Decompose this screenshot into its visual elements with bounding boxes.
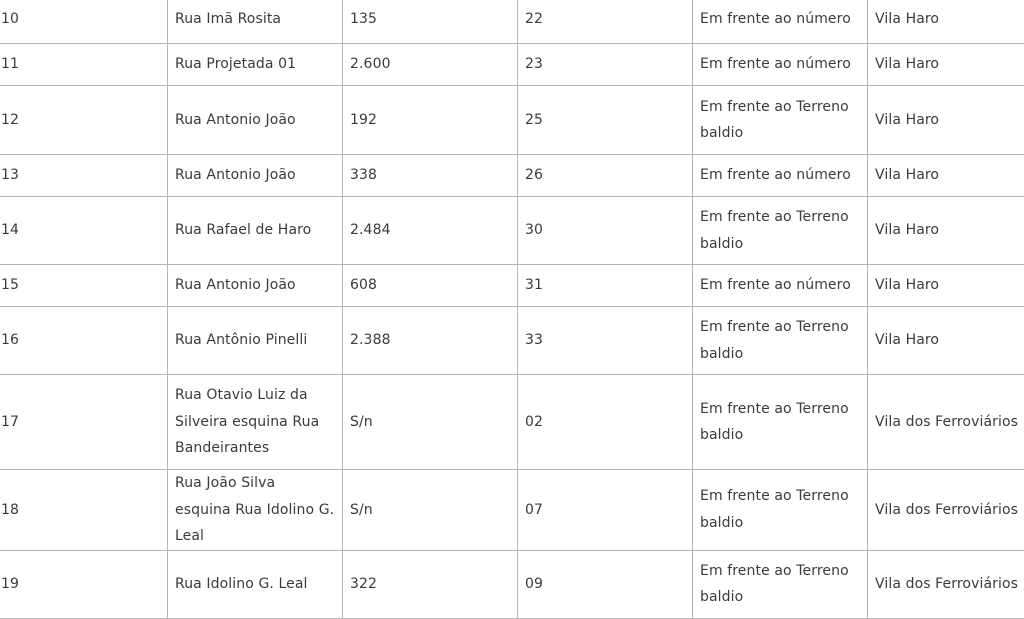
- point-cell: 31: [518, 265, 693, 307]
- row-index-cell: 14: [0, 197, 168, 265]
- location-cell: Em frente ao Terreno baldio: [693, 307, 868, 375]
- number-cell: 135: [343, 0, 518, 44]
- number-cell: 608: [343, 265, 518, 307]
- street-cell: Rua Antonio João: [168, 155, 343, 197]
- row-index-cell: 15: [0, 265, 168, 307]
- street-cell: Rua Otavio Luiz da Silveira esquina Rua Bandeirantes: [168, 375, 343, 470]
- point-cell: 23: [518, 44, 693, 86]
- number-cell: 192: [343, 86, 518, 155]
- row-index-cell: 19: [0, 550, 168, 618]
- location-cell: Em frente ao número: [693, 0, 868, 44]
- district-cell: Vila Haro: [868, 0, 1024, 44]
- number-cell: 2.484: [343, 197, 518, 265]
- district-cell: Vila Haro: [868, 86, 1024, 155]
- table-row: [0, 375, 1024, 470]
- row-index-cell: 16: [0, 307, 168, 375]
- street-cell: Rua Idolino G. Leal: [168, 550, 343, 618]
- point-cell: 09: [518, 550, 693, 618]
- point-cell: 22: [518, 0, 693, 44]
- location-cell: Em frente ao Terreno baldio: [693, 197, 868, 265]
- point-cell: 07: [518, 470, 693, 551]
- table-row: [0, 44, 1024, 86]
- location-cell: Em frente ao número: [693, 44, 868, 86]
- row-index-cell: 12: [0, 86, 168, 155]
- location-cell: Em frente ao Terreno baldio: [693, 470, 868, 551]
- table-row: [0, 86, 1024, 155]
- table-row: [0, 470, 1024, 551]
- number-cell: 2.600: [343, 44, 518, 86]
- district-cell: Vila dos Ferroviários: [868, 375, 1024, 470]
- table-row: [0, 197, 1024, 265]
- point-cell: 25: [518, 86, 693, 155]
- table-row: [0, 550, 1024, 618]
- district-cell: Vila dos Ferroviários: [868, 470, 1024, 551]
- street-cell: Rua João Silva esquina Rua Idolino G. Leal: [168, 470, 343, 551]
- street-cell: Rua Imã Rosita: [168, 0, 343, 44]
- location-cell: Em frente ao número: [693, 155, 868, 197]
- table-row: [0, 307, 1024, 375]
- district-cell: Vila Haro: [868, 197, 1024, 265]
- district-cell: Vila Haro: [868, 44, 1024, 86]
- point-cell: 26: [518, 155, 693, 197]
- number-cell: S/n: [343, 375, 518, 470]
- table-row: [0, 0, 1024, 44]
- table-row: [0, 265, 1024, 307]
- row-index-cell: 17: [0, 375, 168, 470]
- street-cell: Rua Projetada 01: [168, 44, 343, 86]
- district-cell: Vila Haro: [868, 307, 1024, 375]
- number-cell: S/n: [343, 470, 518, 551]
- row-index-cell: 11: [0, 44, 168, 86]
- street-cell: Rua Antônio Pinelli: [168, 307, 343, 375]
- row-index-cell: 13: [0, 155, 168, 197]
- location-cell: Em frente ao número: [693, 265, 868, 307]
- row-index-cell: 10: [0, 0, 168, 44]
- table-row: [0, 155, 1024, 197]
- street-cell: Rua Antonio João: [168, 86, 343, 155]
- district-cell: Vila Haro: [868, 155, 1024, 197]
- point-cell: 33: [518, 307, 693, 375]
- district-cell: Vila dos Ferroviários: [868, 550, 1024, 618]
- point-cell: 02: [518, 375, 693, 470]
- location-cell: Em frente ao Terreno baldio: [693, 86, 868, 155]
- location-cell: Em frente ao Terreno baldio: [693, 550, 868, 618]
- row-index-cell: 18: [0, 470, 168, 551]
- number-cell: 2.388: [343, 307, 518, 375]
- location-cell: Em frente ao Terreno baldio: [693, 375, 868, 470]
- street-cell: Rua Rafael de Haro: [168, 197, 343, 265]
- point-cell: 30: [518, 197, 693, 265]
- street-cell: Rua Antonio João: [168, 265, 343, 307]
- number-cell: 338: [343, 155, 518, 197]
- district-cell: Vila Haro: [868, 265, 1024, 307]
- number-cell: 322: [343, 550, 518, 618]
